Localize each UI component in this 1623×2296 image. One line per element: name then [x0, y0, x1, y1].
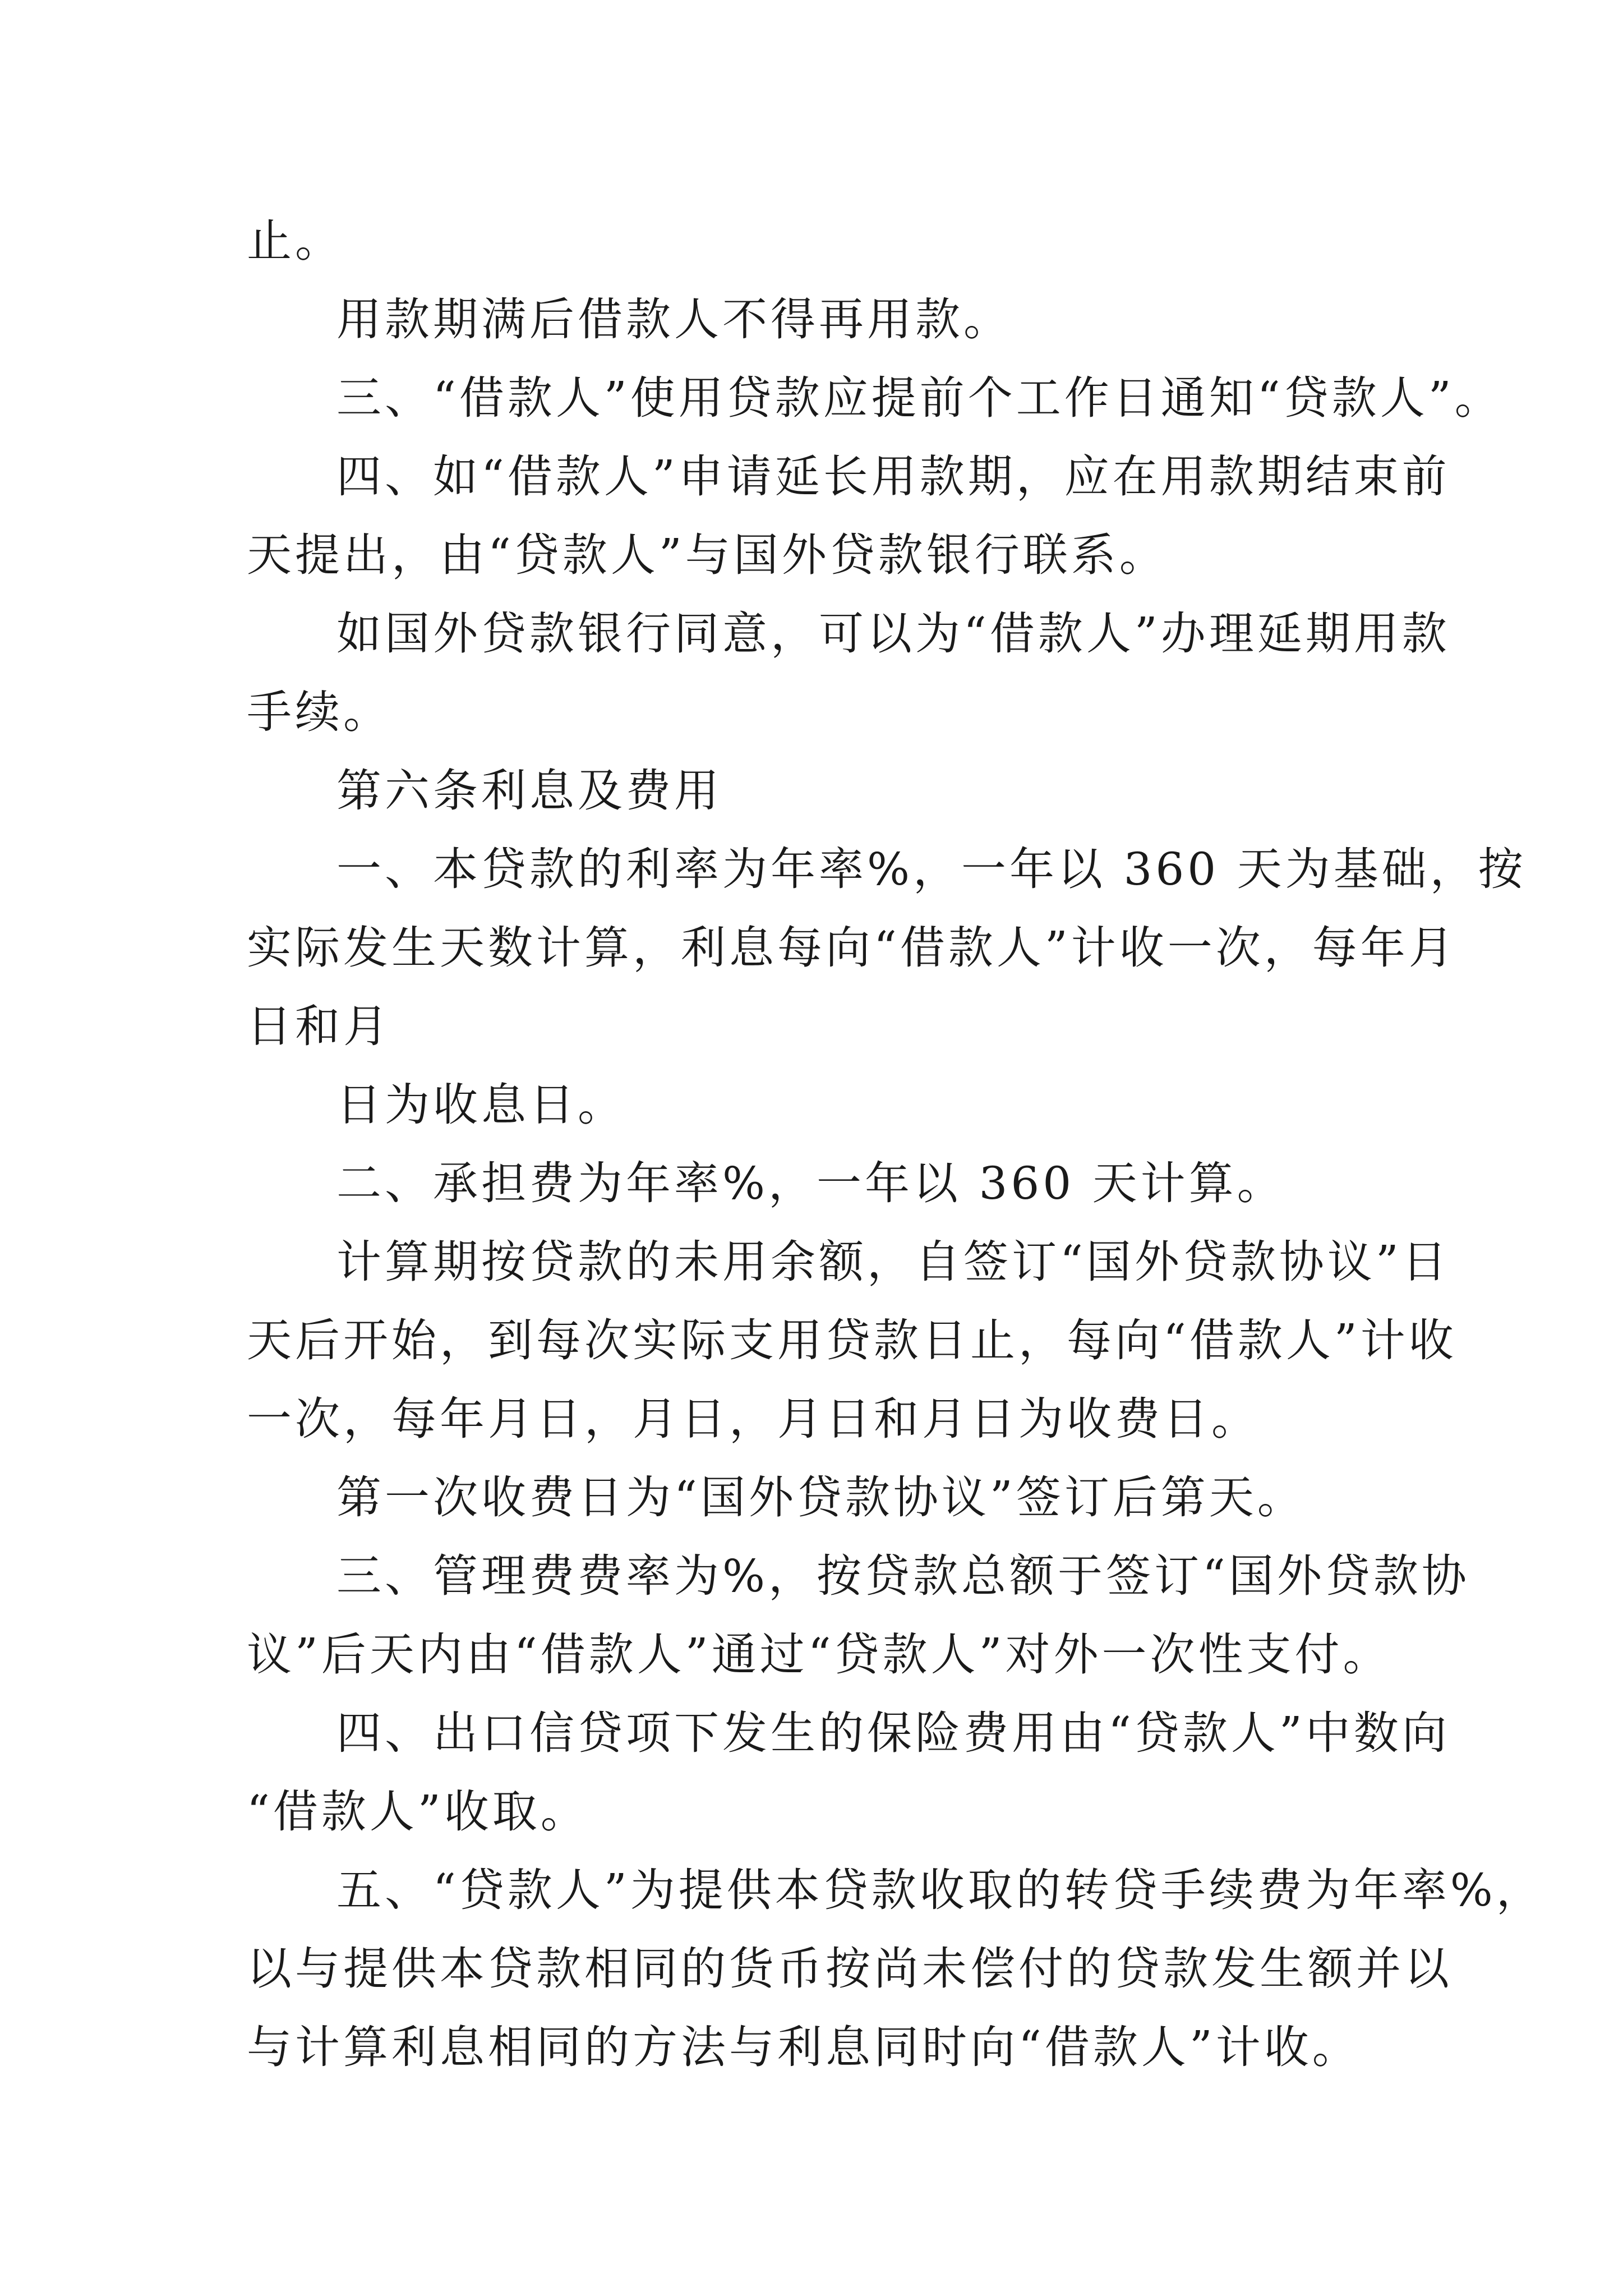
text-line-20: 四、出口信贷项下发生的保险费用由“贷款人”中数向	[336, 1707, 1450, 1759]
text-line-19: 议”后天内由“借款人”通过“贷款人”对外一次性支付。	[247, 1628, 1391, 1681]
text-line-2: 用款期满后借款人不得再用款。	[336, 293, 1012, 346]
document-body	[247, 202, 1544, 2087]
text-line-1: 止。	[247, 215, 343, 267]
text-line-5: 天提出，由“贷款人”与国外贷款银行联系。	[247, 529, 1168, 581]
text-line-9: 一、本贷款的利率为年率%，一年以 360 天为基础，按	[336, 843, 1527, 895]
text-line-18: 三、管理费费率为%，按贷款总额于签订“国外贷款协	[336, 1550, 1470, 1602]
text-line-12: 日为收息日。	[336, 1079, 626, 1131]
text-line-6: 如国外贷款银行同意，可以为“借款人”办理延期用款	[336, 608, 1450, 660]
text-line-10: 实际发生天数计算，利息每向“借款人”计收一次，每年月	[247, 922, 1457, 974]
text-line-23: 以与提供本贷款相同的货币按尚未偿付的贷款发生额并以	[247, 1943, 1453, 1995]
text-line-16: 一次，每年月日，月日，月日和月日为收费日。	[247, 1393, 1260, 1445]
text-line-4: 四、如“借款人”申请延长用款期，应在用款期结束前	[336, 450, 1450, 503]
text-line-7: 手续。	[247, 686, 391, 738]
section-heading: 第六条利息及费用	[336, 765, 722, 817]
text-line-14: 计算期按贷款的未用余额，自签订“国外贷款协议”日	[336, 1236, 1450, 1288]
text-line-11: 日和月	[247, 1000, 391, 1052]
text-line-22: 五、“贷款人”为提供本贷款收取的转贷手续费为年率%，	[336, 1864, 1544, 1916]
text-line-15: 天后开始，到每次实际支用贷款日止，每向“借款人”计收	[247, 1314, 1457, 1366]
text-line-3: 三、“借款人”使用贷款应提前个工作日通知“贷款人”。	[336, 372, 1503, 424]
text-line-13: 二、承担费为年率%，一年以 360 天计算。	[336, 1157, 1285, 1209]
text-line-17: 第一次收费日为“国外贷款协议”签订后第天。	[336, 1471, 1306, 1524]
text-line-24: 与计算利息相同的方法与利息同时向“借款人”计收。	[247, 2021, 1361, 2073]
text-line-21: “借款人”收取。	[247, 1786, 589, 1838]
